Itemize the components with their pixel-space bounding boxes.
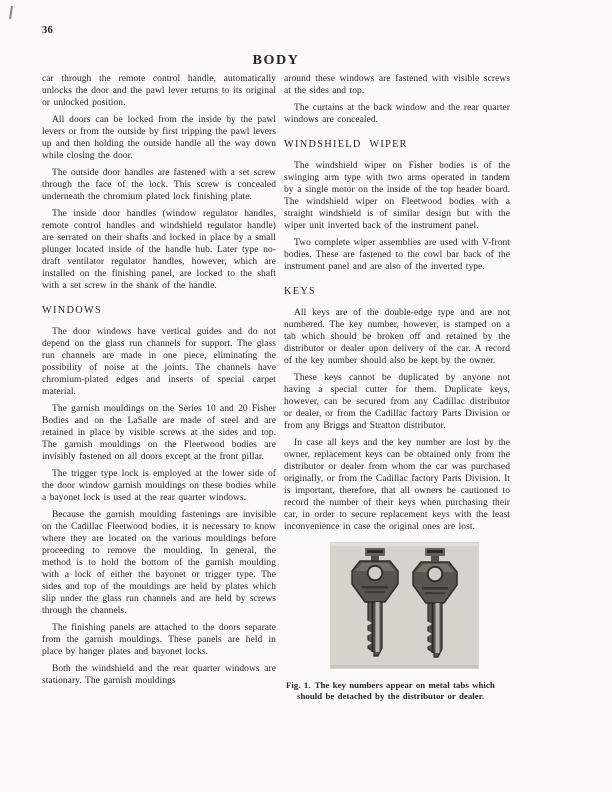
paragraph: The garnish mouldings on the Series 10 and 20 Fisher Bodies and on the LaSalle are made of steel and are retained in place by visible screws at the sides and top. The garnish mouldings on the Fleetwood bodies are invisibly fastened on all doors except at the front pillar. bbox=[42, 404, 276, 462]
paragraph: car through the remote control handle, automatically unlocks the door and the pawl lever returns to its original or unlocked position. bbox=[42, 74, 276, 108]
right-column bbox=[284, 73, 510, 701]
paragraph: The finishing panels are attached to the doors separate from the garnish mouldings. These panels are held in place by hanger plates and bayonet locks. bbox=[42, 623, 276, 657]
figure-caption bbox=[286, 680, 509, 701]
paragraph: All doors can be locked from the inside by the pawl levers or from the outside by first tripping the pawl levers up and then holding the outside handle all the way down while closing the door. bbox=[42, 115, 276, 161]
keys-photo bbox=[330, 542, 479, 669]
paragraph: The door windows have vertical guides and do not depend on the glass run channels for support. The glass run channels are made in one piece, eliminating the possibility of noise at the joints. The channels have chromium-plated edges and inserts of special carpet material. bbox=[42, 327, 276, 397]
section-heading-windshield-wiper: WINDSHIELD WIPER bbox=[284, 139, 408, 150]
paragraph: The trigger type lock is employed at the lower side of the door window garnish mouldings on these bodies while a bayonet lock is used at the rear quarter windows. bbox=[42, 469, 276, 503]
paragraph: The inside door handles (window regulator handles, remote control handles and windshield regulator handle) are serrated on their shafts and locked in place by a small plunger located inside of the handle hub. Later type no-draft ventilator regulator handles, however, which are installed on the finishing panel, are locked to the shaft with a set screw in the shank of the handle. bbox=[42, 209, 276, 291]
left-column bbox=[42, 73, 276, 687]
figure-caption-label: Fig. 1. bbox=[286, 680, 311, 690]
paragraph: In case all keys and the key number are lost by the owner, replacement keys can be obtained only from the distributor or dealer from whom the car was purchased originally, or from the Cadillac factory Parts Division. It is important, therefore, that all owners be cautioned to record the number of their keys when purchasing their car, in order to secure replacement keys with the least inconvenience in case the original ones are lost. bbox=[284, 438, 510, 532]
page-title: BODY bbox=[252, 53, 300, 69]
paragraph: Both the windshield and the rear quarter windows are stationary. The garnish mouldings bbox=[42, 664, 276, 686]
scan-artifact bbox=[9, 6, 13, 19]
text-columns bbox=[42, 73, 510, 701]
paragraph: The outside door handles are fastened with a set screw through the face of the lock. This screw is concealed underneath the chromium plated lock finishing plate. bbox=[42, 168, 276, 202]
paragraph: The curtains at the back window and the rear quarter windows are concealed. bbox=[284, 103, 510, 125]
paragraph: Two complete wiper assemblies are used with V-front bodies. These are fastened to the cowl bar back of the instrument panel and are also of the inverted type. bbox=[284, 238, 510, 272]
paragraph: Because the garnish moulding fastenings are invisible on the Cadillac Fleetwood bodies, it is necessary to know where they are located on the various mouldings before proceeding to remove the moulding. In general, the method is to hold the bottom of the garnish moulding with a lock of either the bayonet or trigger type. The sides and top of the mouldings are held by plates which slip under the glass run channels and are held by screws through the channels. bbox=[42, 510, 276, 616]
paragraph: These keys cannot be duplicated by anyone not having a special cutter for them. Duplicate keys, however, can be secured from any Cadillac distributor or dealer, or from the Cadillac factory Parts Division or from any Briggs and Stratton distributor. bbox=[284, 373, 510, 431]
paragraph: All keys are of the double-edge type and are not numbered. The key number, however, is stamped on a tab which should be broken off and retained by the distributor or dealer upon delivery of the car. A record of the key number should also be kept by the owner. bbox=[284, 308, 510, 366]
keys-photo-image bbox=[330, 542, 479, 669]
section-heading-windows: WINDOWS bbox=[42, 305, 103, 316]
page-number: 36 bbox=[42, 25, 54, 36]
paragraph: around these windows are fastened with visible screws at the sides and top. bbox=[284, 74, 510, 96]
section-heading-keys: KEYS bbox=[284, 286, 317, 297]
paragraph: The windshield wiper on Fisher bodies is of the swinging arm type with two arms operated in tandem by a single motor on the inside of the top header board. The windshield wiper on Fleetwood bodies with a straight windshield is of similar design but with the wiper unit inverted back of the instrument panel. bbox=[284, 161, 510, 231]
figure-caption-text: The key numbers appear on metal tabs which should be detached by the distributor or dealer. bbox=[297, 680, 495, 701]
